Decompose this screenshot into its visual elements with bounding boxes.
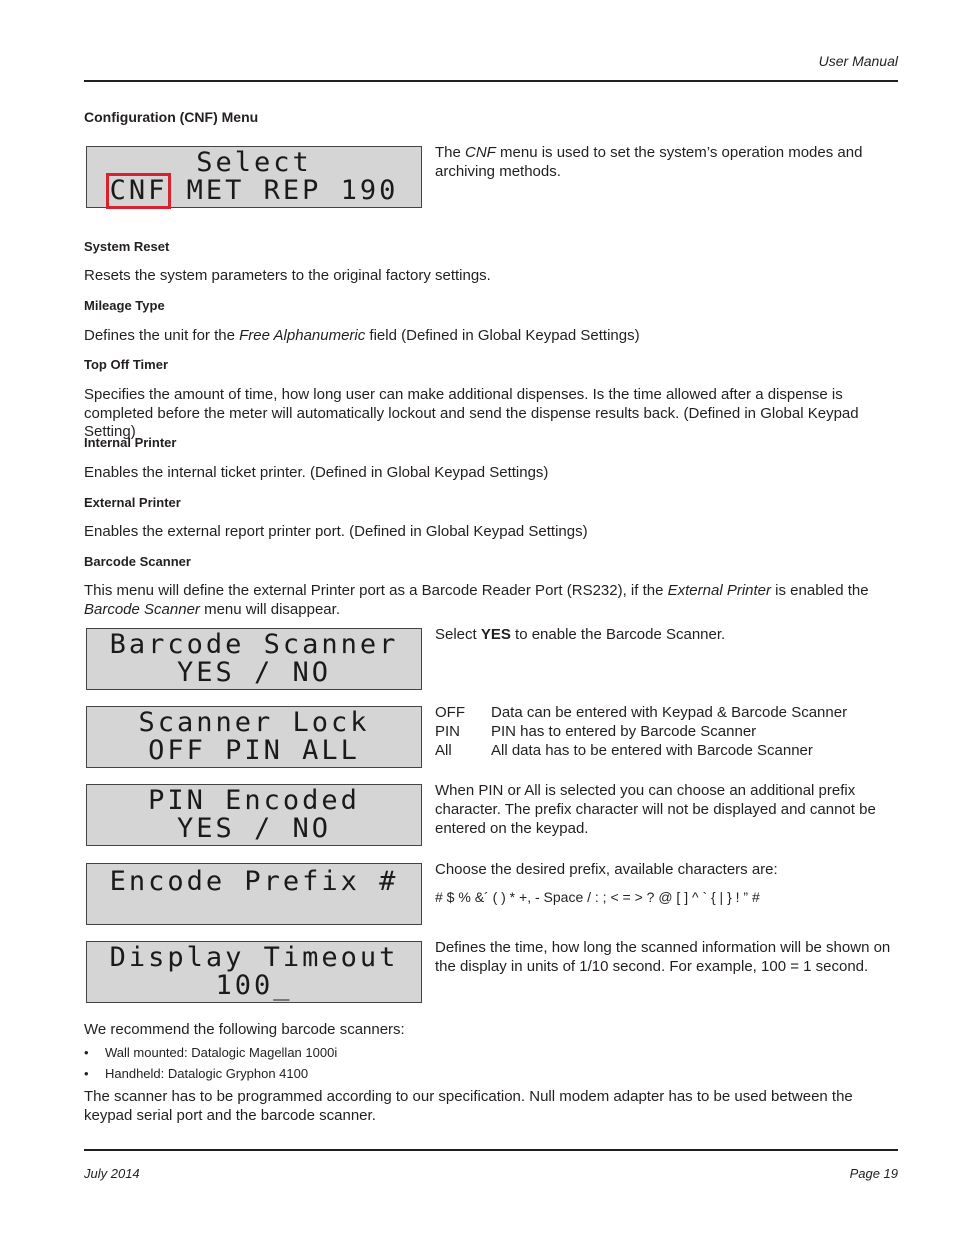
top-off-timer-title: Top Off Timer [84,357,169,372]
barcode-post: menu will disappear. [199,600,340,618]
list-item [84,1066,308,1081]
internal-printer-text: Enables the internal ticket printer. (Defined in Global Keypad Settings) [84,464,549,481]
top-off-timer-text: Specifies the amount of time, how long user can make additional dispenses. Is the time allowed after a dispense is completed before the meter will automatically lockout and send the dispense results back. (Defined in Global Keypad Setting) [84,386,859,440]
prefix-chars: # $ % &´ ( ) * +, - Space / : ; < = > ? @ [ ] ^ ` { | } ! ” # [435,889,760,905]
lcd-select-menu [86,146,422,208]
lock-option-row [435,741,898,760]
lcd-line-2 [110,177,399,205]
mileage-type-title: Mileage Type [84,298,165,313]
lcd-line-2: 100_ [215,970,293,1001]
lock-option-desc: PIN has to entered by Barcode Scanner [491,723,757,740]
barcode-desc-pre: Select [435,626,481,643]
lock-option-key: PIN [435,723,461,740]
prefix-desc: Choose the desired prefix, available characters are: [435,861,778,878]
internal-printer-title: Internal Printer [84,435,177,450]
lcd-line-1: Display Timeout [109,942,399,973]
cnf-highlight: CNF [109,175,168,206]
bullet-icon: • [84,1066,89,1081]
cnf-intro-post: menu is used to set the system’s operation modes and archiving methods. [435,144,863,180]
system-reset-text: Resets the system parameters to the original factory settings. [84,267,491,284]
lcd-line-2: YES / NO [176,657,332,688]
mileage-type-text [84,327,898,346]
barcode-desc-strong: YES [480,626,511,643]
lcd-line-2: YES / NO [176,813,332,844]
closing-text: The scanner has to be programmed according to our specification. Null modem adapter has to be used between the keypad serial port and the barcode scanner. [84,1088,853,1124]
lcd-line-2-rest: MET REP 190 [167,175,399,206]
barcode-em1: External Printer [667,582,771,599]
footer-date: July 2014 [84,1166,140,1181]
section-title: Configuration (CNF) Menu [84,109,259,125]
external-printer-title: External Printer [84,495,181,510]
mileage-type-em: Free Alphanumeric [239,327,366,344]
barcode-em2: Barcode Scanner [84,600,200,618]
mileage-type-post: field (Defined in Global Keypad Settings) [365,327,640,344]
barcode-desc-post: to enable the Barcode Scanner. [510,626,726,643]
cnf-intro-em: CNF [465,144,496,161]
footer-rule [84,1149,898,1151]
system-reset-title: System Reset [84,239,170,254]
external-printer-text: Enables the external report printer port. (Defined in Global Keypad Settings) [84,523,588,540]
lock-option-key: All [435,742,452,759]
lcd-display-timeout [86,941,422,1003]
lcd-line-1: PIN Encoded [148,785,360,816]
lcd-barcode-scanner [86,628,422,690]
barcode-scanner-title: Barcode Scanner [84,554,191,569]
footer-page-number: Page 19 [849,1166,898,1181]
header-title: User Manual [818,53,898,69]
lock-option-desc: Data can be entered with Keypad & Barcode Scanner [491,704,848,721]
timeout-desc: Defines the time, how long the scanned information will be shown on the display in units of 1/10 second. For example, 100 = 1 second. [435,939,891,975]
lock-option-desc: All data has to be entered with Barcode Scanner [491,742,813,759]
header-rule [84,80,898,82]
lock-option-row [435,703,898,722]
lock-option-row [435,722,898,741]
lcd-line-1: Scanner Lock [138,707,370,738]
list-item-text: Handheld: Datalogic Gryphon 4100 [105,1066,309,1081]
barcode-mid: is enabled the [771,582,869,599]
recommend-intro: We recommend the following barcode scanners: [84,1021,405,1038]
cnf-intro [435,143,898,181]
lock-option-key: OFF [435,704,465,721]
cnf-intro-pre: The [435,144,466,161]
lcd-pin-encoded [86,784,422,846]
lock-options [435,703,898,760]
barcode-pre: This menu will define the external Printer port as a Barcode Reader Port (RS232), if the [84,582,668,599]
list-item [84,1045,337,1060]
mileage-type-pre: Defines the unit for the [84,327,240,344]
lcd-line-1: Encode Prefix # [109,866,399,897]
lcd-line-2: OFF PIN ALL [148,735,360,766]
lcd-encode-prefix [86,863,422,925]
bullet-icon: • [84,1045,89,1060]
lcd-scanner-lock [86,706,422,768]
barcode-scanner-text [84,582,898,619]
lcd-line-1: Select [196,147,312,178]
list-item-text: Wall mounted: Datalogic Magellan 1000i [105,1045,338,1060]
barcode-desc [435,625,898,644]
pin-encoded-desc: When PIN or All is selected you can choose an additional prefix character. The prefix character will not be displayed and cannot be entered on the keypad. [435,782,876,837]
lcd-line-1: Barcode Scanner [109,629,399,660]
